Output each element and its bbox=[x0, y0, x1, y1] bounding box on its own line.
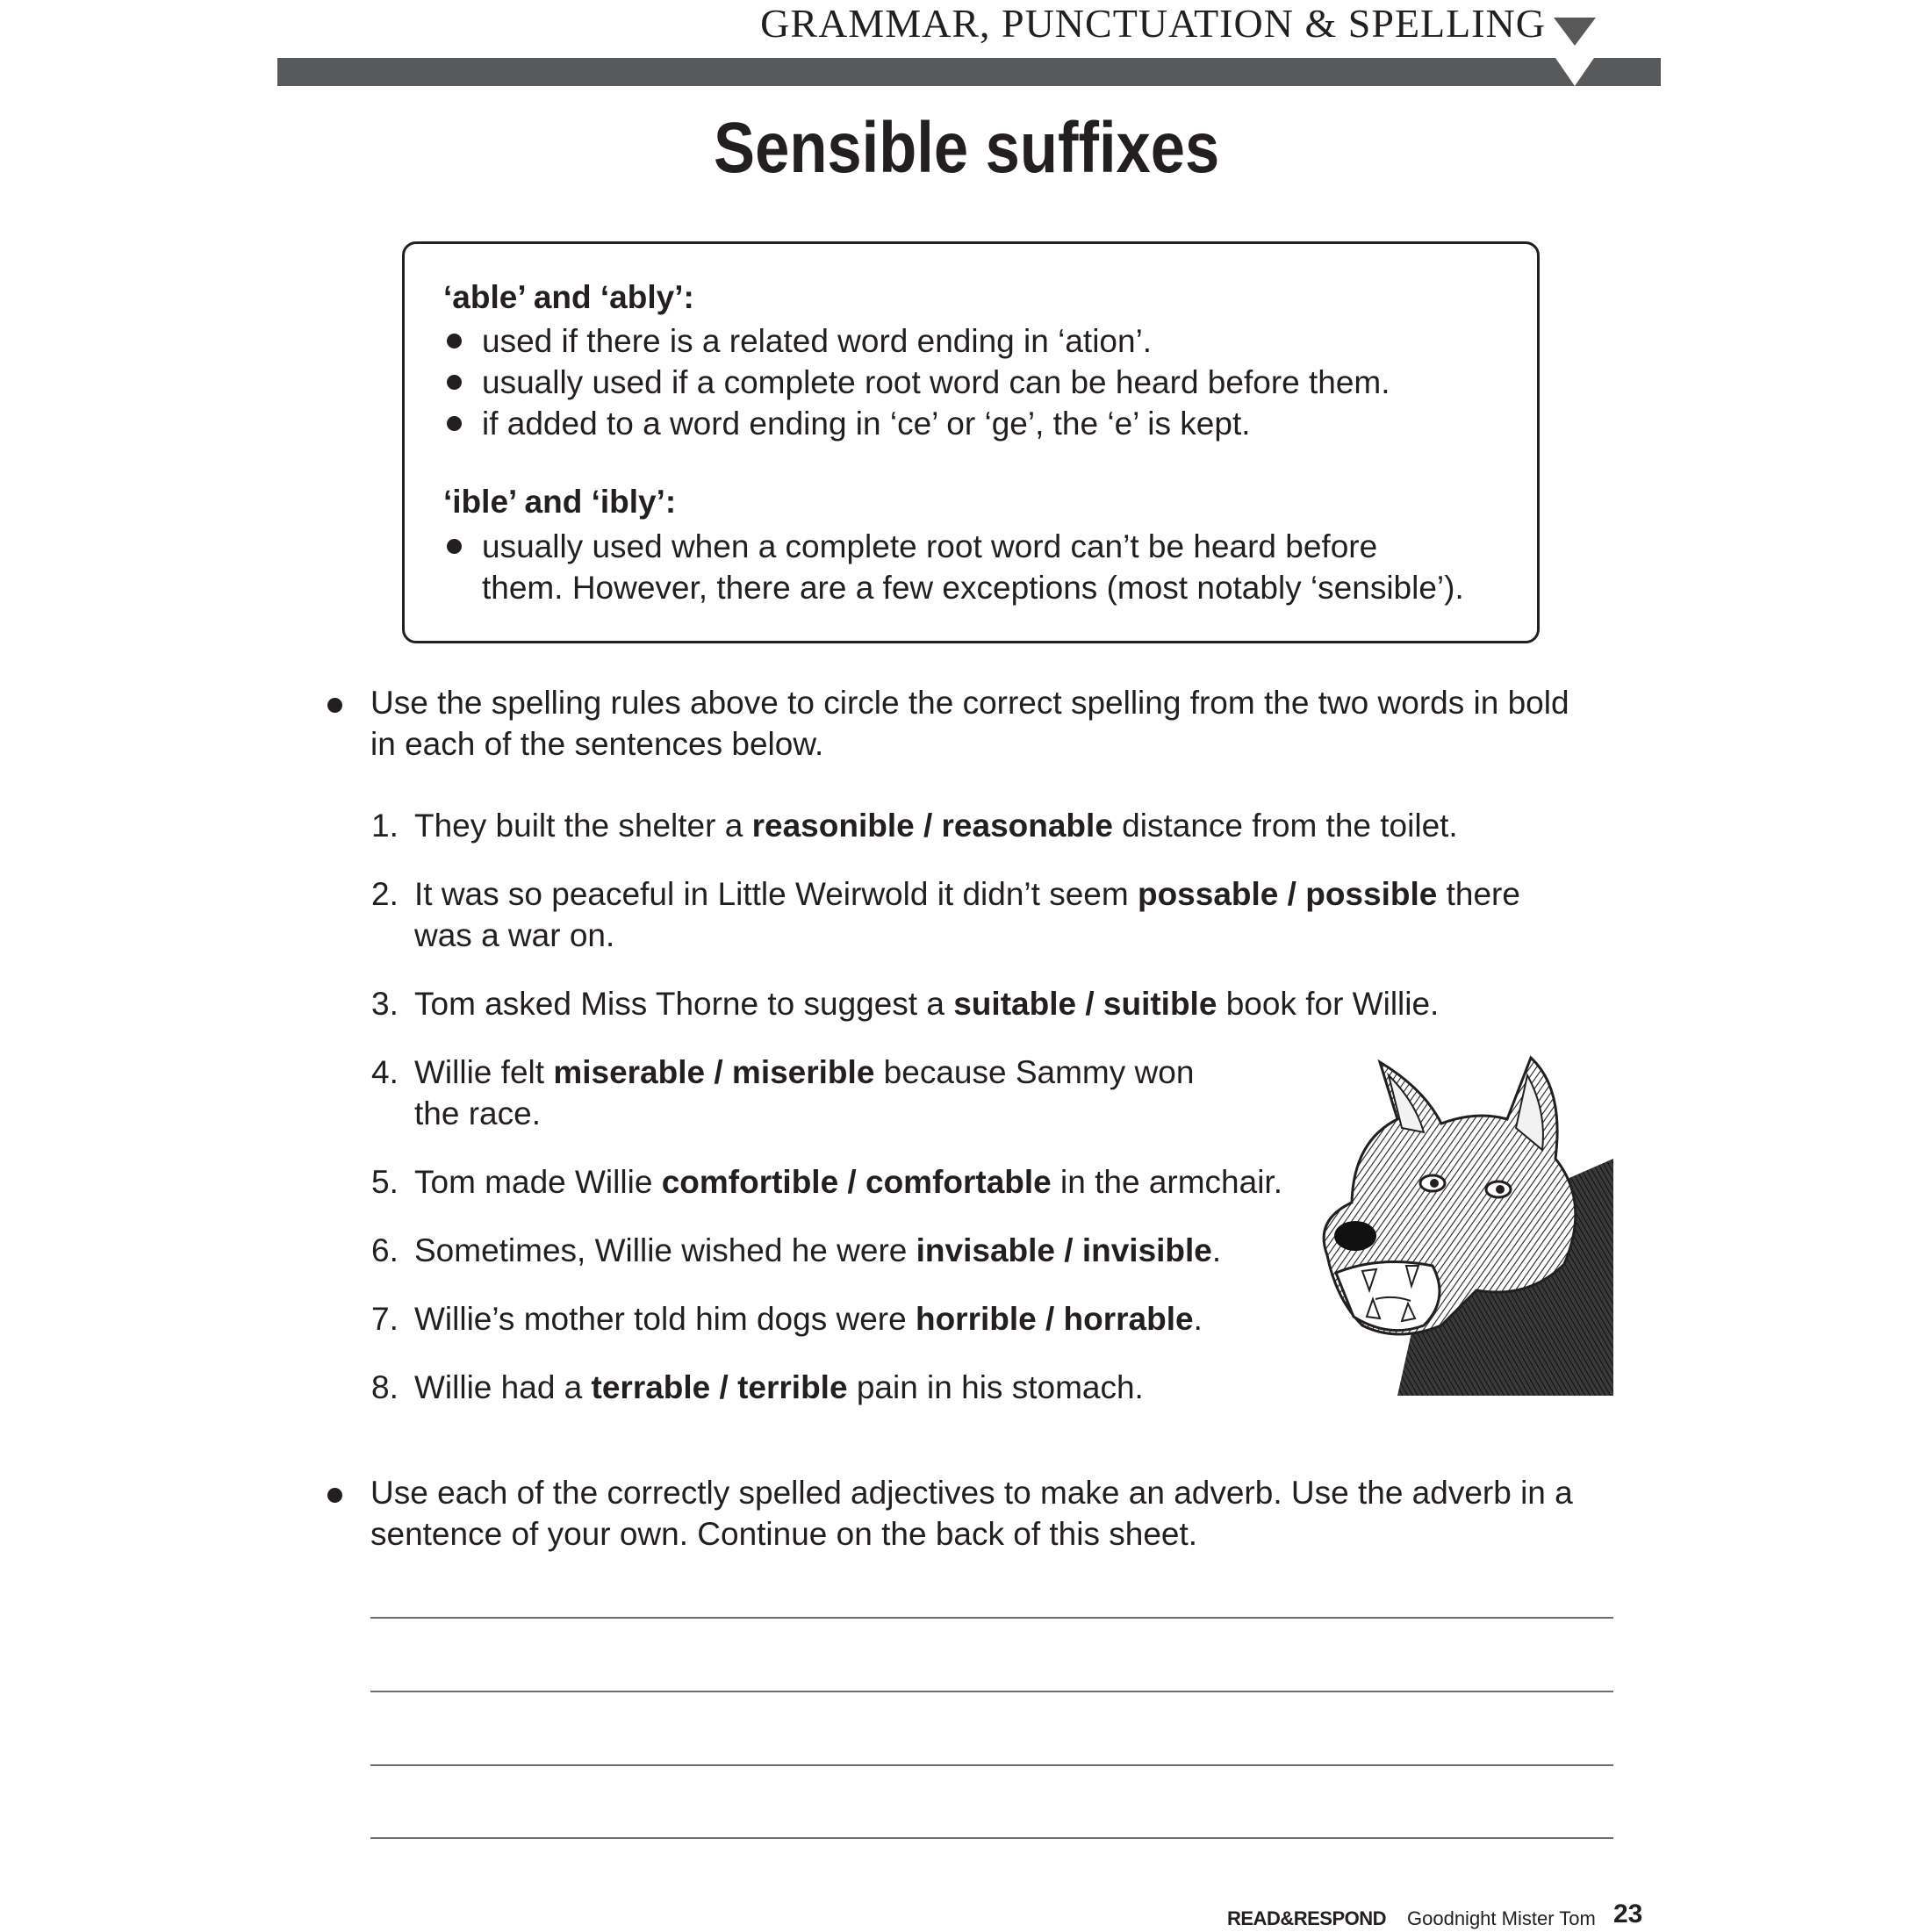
word-choice[interactable]: reasonible / reasonable bbox=[751, 808, 1113, 844]
publisher-brand: READ&RESPOND bbox=[1227, 1907, 1387, 1929]
ible-rule-heading: ‘ible’ and ‘ibly’: bbox=[443, 484, 677, 520]
question-text: Willie had a bbox=[414, 1369, 592, 1405]
question-text: because Sammy won bbox=[874, 1054, 1195, 1090]
answer-line[interactable] bbox=[370, 1764, 1613, 1766]
ible-rule-1-line1: usually used when a complete root word can’t be heard before bbox=[482, 528, 1378, 564]
question-number: 5. bbox=[371, 1164, 399, 1200]
question-7 bbox=[414, 1298, 1203, 1339]
question-number: 4. bbox=[371, 1054, 399, 1090]
answer-line[interactable] bbox=[370, 1837, 1613, 1839]
question-text: Willie’s mother told him dogs were bbox=[414, 1301, 916, 1337]
question-text: there bbox=[1437, 876, 1520, 912]
header-bar bbox=[277, 58, 1661, 86]
triangle-down-icon bbox=[1554, 18, 1596, 46]
bullet-dot-icon bbox=[447, 375, 462, 390]
question-4 bbox=[414, 1052, 1194, 1093]
question-text: . bbox=[1193, 1301, 1203, 1337]
word-choice[interactable]: possable / possible bbox=[1137, 876, 1438, 912]
ible-rule-1-line2: them. However, there are a few exceptions (most notably ‘sensible’). bbox=[482, 570, 1464, 606]
able-rule-3: if added to a word ending in ‘ce’ or ‘ge’, the ‘e’ is kept. bbox=[482, 406, 1251, 442]
question-text: distance from the toilet. bbox=[1112, 808, 1458, 844]
question-2-line2: was a war on. bbox=[414, 917, 615, 953]
able-rule-1: used if there is a related word ending in ‘ation’. bbox=[482, 323, 1153, 359]
word-choice[interactable]: miserable / miserible bbox=[553, 1054, 875, 1090]
page-title: Sensible suffixes bbox=[714, 108, 1220, 188]
question-number: 3. bbox=[371, 986, 399, 1022]
word-choice[interactable]: terrable / terrible bbox=[591, 1369, 848, 1405]
question-number: 6. bbox=[371, 1232, 399, 1268]
answer-line[interactable] bbox=[370, 1617, 1613, 1619]
book-title: Goodnight Mister Tom bbox=[1407, 1907, 1596, 1929]
question-text: They built the shelter a bbox=[414, 808, 752, 844]
instruction-1-line2: in each of the sentences below. bbox=[370, 726, 824, 762]
bullet-dot-icon bbox=[447, 334, 462, 348]
question-number: 7. bbox=[371, 1301, 399, 1337]
bullet-dot-icon bbox=[327, 1488, 342, 1503]
question-text: Sometimes, Willie wished he were bbox=[414, 1232, 916, 1268]
page-number: 23 bbox=[1613, 1900, 1643, 1928]
question-4-line2: the race. bbox=[414, 1095, 541, 1131]
question-text: It was so peaceful in Little Weirwold it didn’t seem bbox=[414, 876, 1138, 912]
question-number: 2. bbox=[371, 876, 399, 912]
bullet-dot-icon bbox=[447, 416, 462, 431]
question-2 bbox=[414, 873, 1520, 915]
instruction-1-line1: Use the spelling rules above to circle the correct spelling from the two words in bold bbox=[370, 685, 1569, 721]
question-1 bbox=[414, 805, 1458, 846]
question-number: 8. bbox=[371, 1369, 399, 1405]
question-text: pain in his stomach. bbox=[847, 1369, 1144, 1405]
question-text: book for Willie. bbox=[1217, 986, 1440, 1022]
question-text: . bbox=[1211, 1232, 1222, 1268]
question-number: 1. bbox=[371, 808, 399, 844]
question-6 bbox=[414, 1230, 1221, 1271]
question-text: Willie felt bbox=[414, 1054, 554, 1090]
header-notch bbox=[1555, 58, 1594, 86]
answer-line[interactable] bbox=[370, 1691, 1613, 1692]
question-5 bbox=[414, 1161, 1282, 1203]
bullet-dot-icon bbox=[447, 539, 462, 554]
question-text: Tom made Willie bbox=[414, 1164, 662, 1200]
question-text: in the armchair. bbox=[1051, 1164, 1282, 1200]
question-text: Tom asked Miss Thorne to suggest a bbox=[414, 986, 954, 1022]
able-rule-2: usually used if a complete root word can be heard before them. bbox=[482, 364, 1390, 400]
word-choice[interactable]: invisable / invisible bbox=[916, 1232, 1212, 1268]
question-8 bbox=[414, 1367, 1144, 1408]
instruction-2-line2: sentence of your own. Continue on the back of this sheet. bbox=[370, 1516, 1198, 1552]
word-choice[interactable]: comfortible / comfortable bbox=[661, 1164, 1052, 1200]
able-rule-heading: ‘able’ and ‘ably’: bbox=[443, 279, 694, 315]
word-choice[interactable]: horrible / horrable bbox=[915, 1301, 1194, 1337]
section-header: GRAMMAR, PUNCTUATION & SPELLING bbox=[760, 1, 1546, 46]
question-3 bbox=[414, 983, 1439, 1024]
instruction-2-line1: Use each of the correctly spelled adjectives to make an adverb. Use the adverb in a bbox=[370, 1475, 1573, 1511]
bullet-dot-icon bbox=[327, 698, 342, 713]
snarling-dog-illustration bbox=[1301, 1036, 1613, 1396]
word-choice[interactable]: suitable / suitible bbox=[953, 986, 1217, 1022]
